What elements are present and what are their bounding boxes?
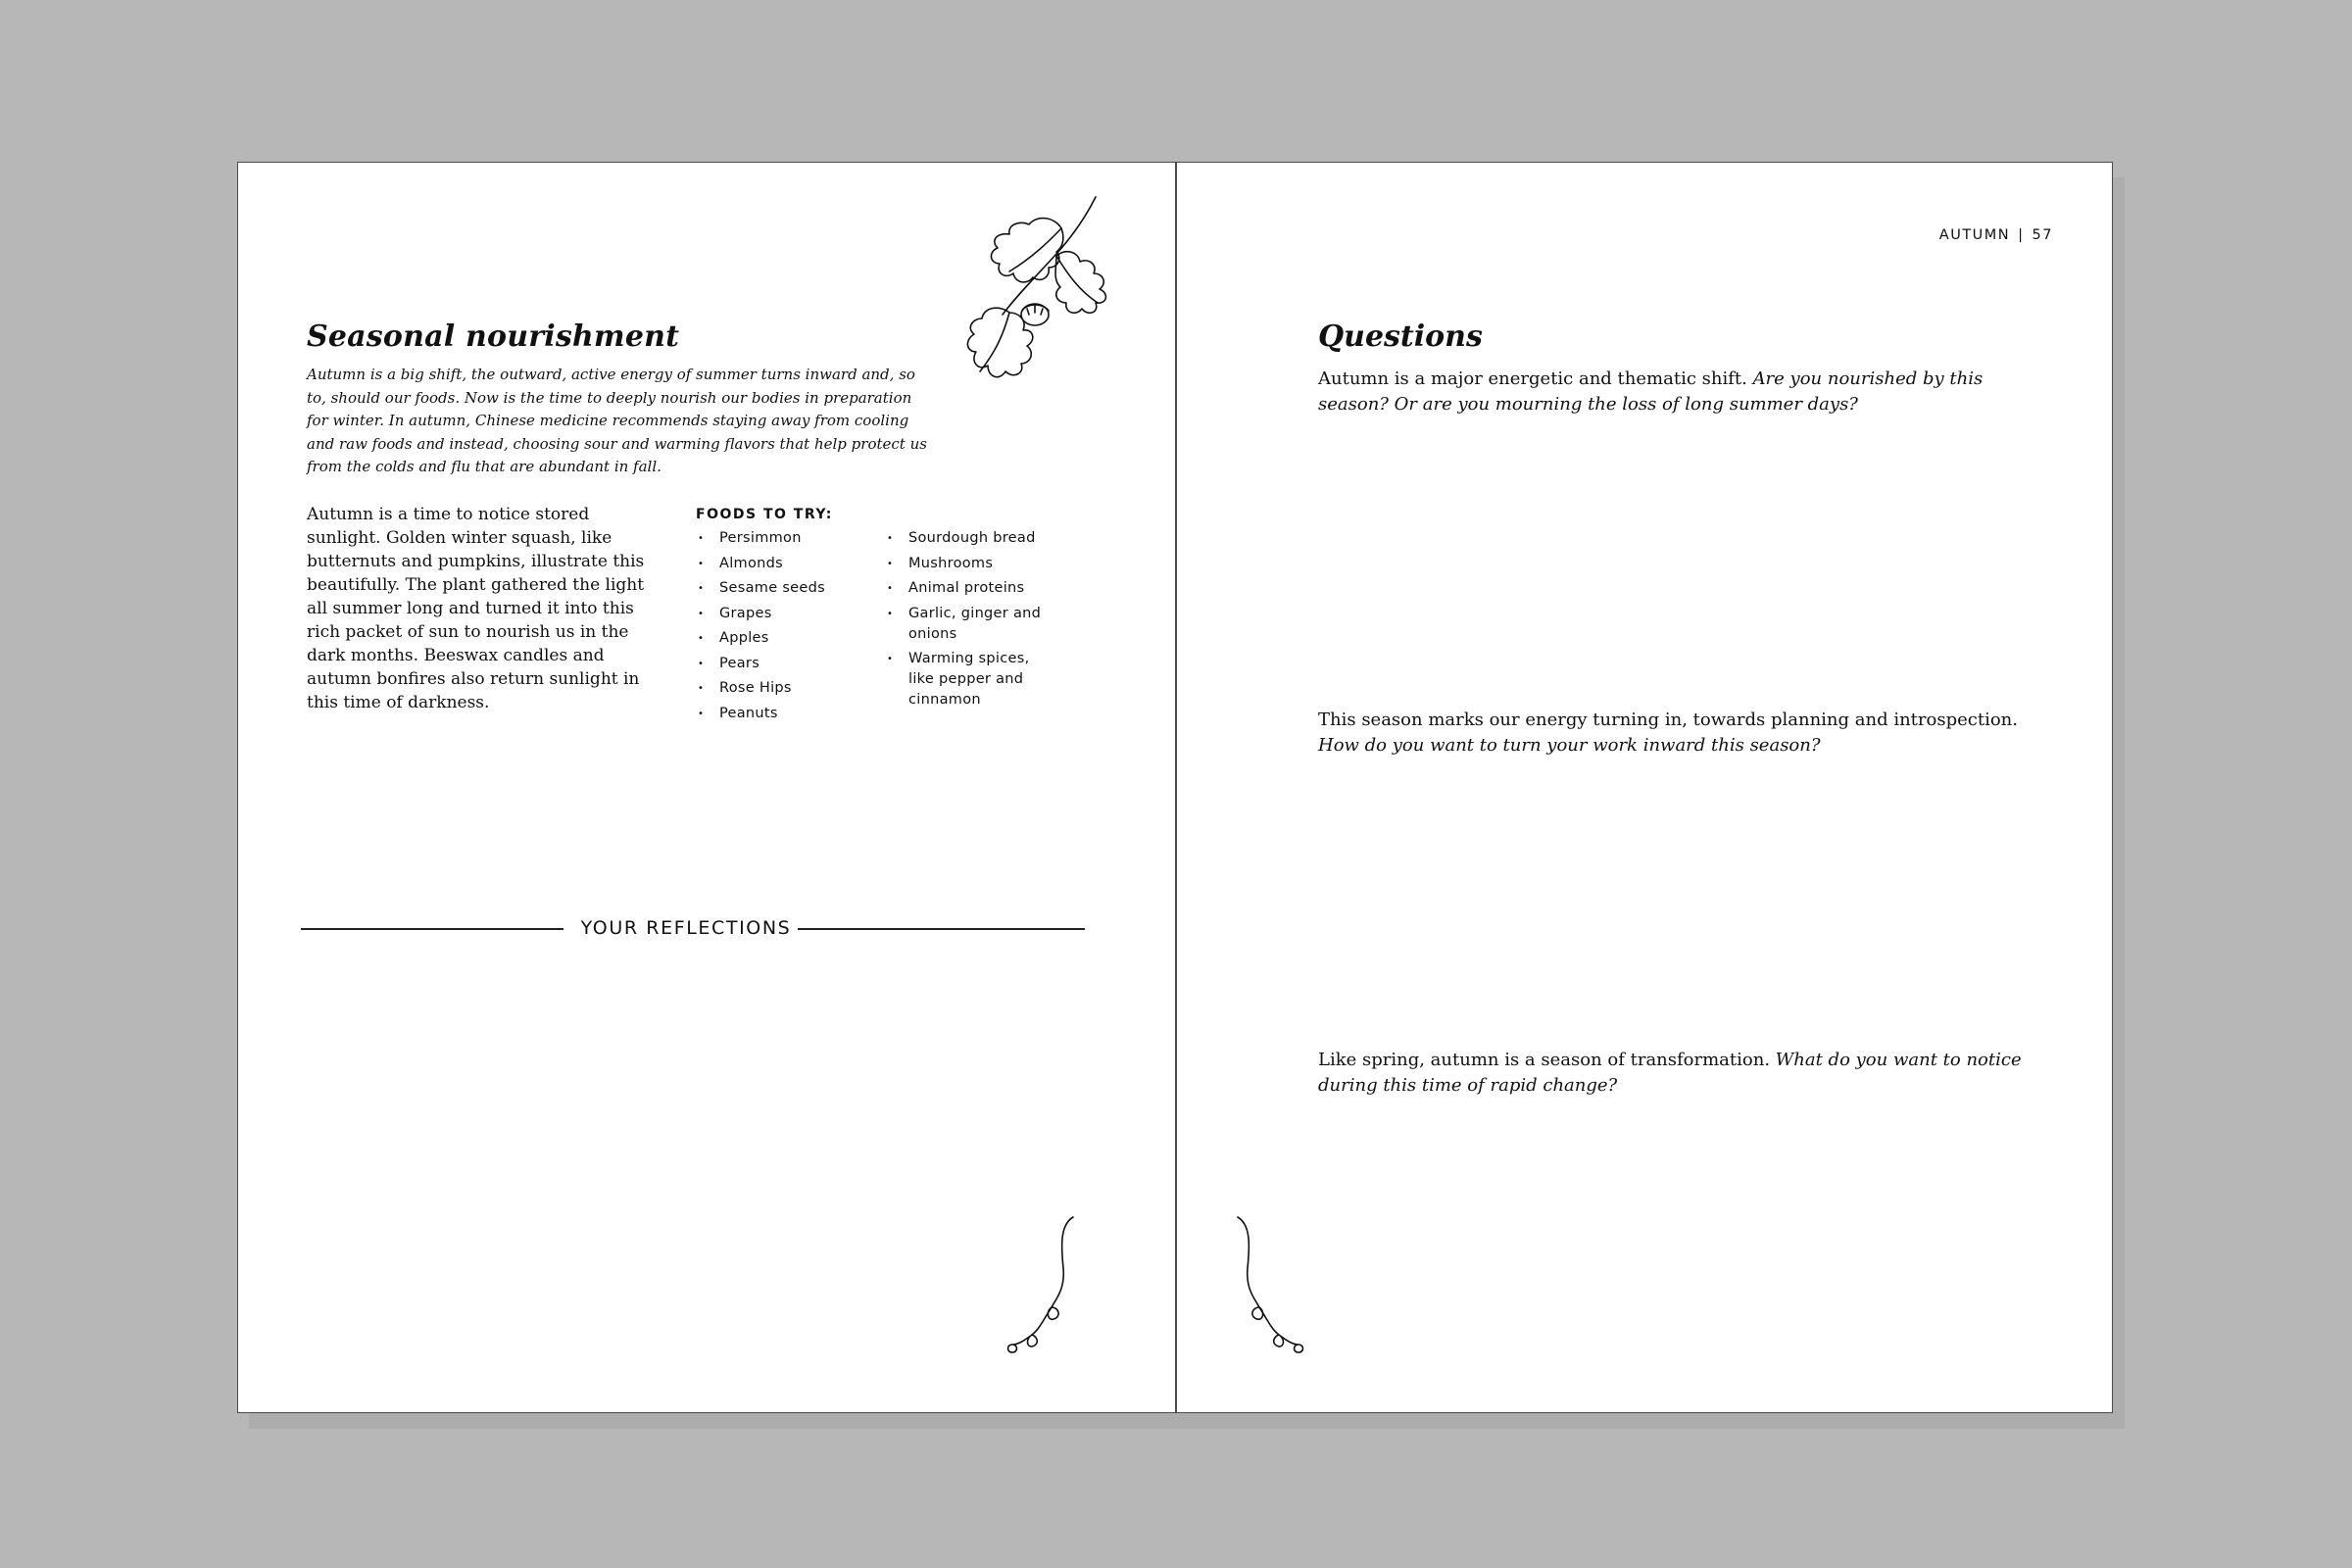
question-3-lead: Like spring, autumn is a season of transformation. — [1318, 1050, 1776, 1070]
right-page — [1177, 163, 2114, 1412]
page-title: Seasonal nourishment — [307, 319, 680, 354]
food-list-item: • Pears — [696, 654, 872, 674]
food-list-item: • Sourdough bread — [885, 528, 1052, 549]
question-2-prompt: How do you want to turn your work inward this season? — [1318, 735, 1821, 756]
food-list-item: • Garlic, ginger and onions — [885, 604, 1052, 645]
intro-paragraph: Autumn is a big shift, the outward, active energy of summer turns inward and, so to, should our foods. Now is the time to deeply nourish our bodies in preparation for winter. In autumn, Chinese medicine recommends staying away from cooling and raw foods and instead, choosing sour and warming flavors that help protect us from the colds and flu that are abundant in fall. — [307, 366, 927, 475]
running-head-separator: | — [2018, 227, 2025, 243]
food-list-item: • Peanuts — [696, 704, 872, 724]
question-3 — [1318, 1048, 2048, 1099]
divider-rule-left — [301, 928, 564, 930]
food-list-item: • Apples — [696, 628, 872, 649]
running-head — [1939, 227, 2053, 243]
question-1-prompt: Are you nourished by this season? Or are you mourning the loss of long summer days? — [1318, 368, 1984, 415]
body-paragraph: Autumn is a time to notice stored sunlight. Golden winter squash, like butternuts and pumpkins, illustrate this beautifully. The plant gathered the light all summer long and turned it into this rich packet of sun to nourish us in the dark months. Beeswax candles and autumn bonfires also return sunlight in this time of darkness. — [307, 505, 645, 712]
left-page — [238, 163, 1175, 1412]
food-list-item: • Persimmon — [696, 528, 872, 549]
reflections-label: YOUR REFLECTIONS — [580, 917, 792, 939]
question-1-lead: Autumn is a major energetic and thematic shift. — [1318, 368, 1753, 389]
foods-list-column-1 — [696, 528, 872, 728]
page-number: 57 — [2032, 227, 2053, 243]
question-2-lead: This season marks our energy turning in, towards planning and introspection. — [1318, 710, 2018, 730]
foods-list-column-2 — [885, 528, 1052, 715]
section-name: AUTUMN — [1938, 227, 2011, 243]
food-list-item: • Mushrooms — [885, 554, 1052, 574]
food-list-item: • Animal proteins — [885, 578, 1052, 599]
oak-leaf-icon — [919, 177, 1145, 398]
question-2 — [1318, 708, 2048, 759]
divider-rule-right — [798, 928, 1085, 930]
food-list-item: • Almonds — [696, 554, 872, 574]
foods-heading: FOODS TO TRY: — [696, 507, 833, 522]
swirl-ornament-icon — [1228, 1213, 1306, 1360]
food-list-item: • Sesame seeds — [696, 578, 872, 599]
food-list-item: • Warming spices, like pepper and cinnamon — [885, 649, 1052, 710]
food-list-item: • Rose Hips — [696, 678, 872, 699]
swirl-ornament-icon — [1004, 1213, 1083, 1360]
food-list-item: • Grapes — [696, 604, 872, 624]
question-1 — [1318, 367, 2048, 417]
question-3-prompt: What do you want to notice during this time of rapid change? — [1318, 1050, 2022, 1096]
book-spread — [237, 162, 2113, 1413]
reflections-divider — [301, 915, 1085, 945]
questions-title: Questions — [1318, 319, 1483, 354]
